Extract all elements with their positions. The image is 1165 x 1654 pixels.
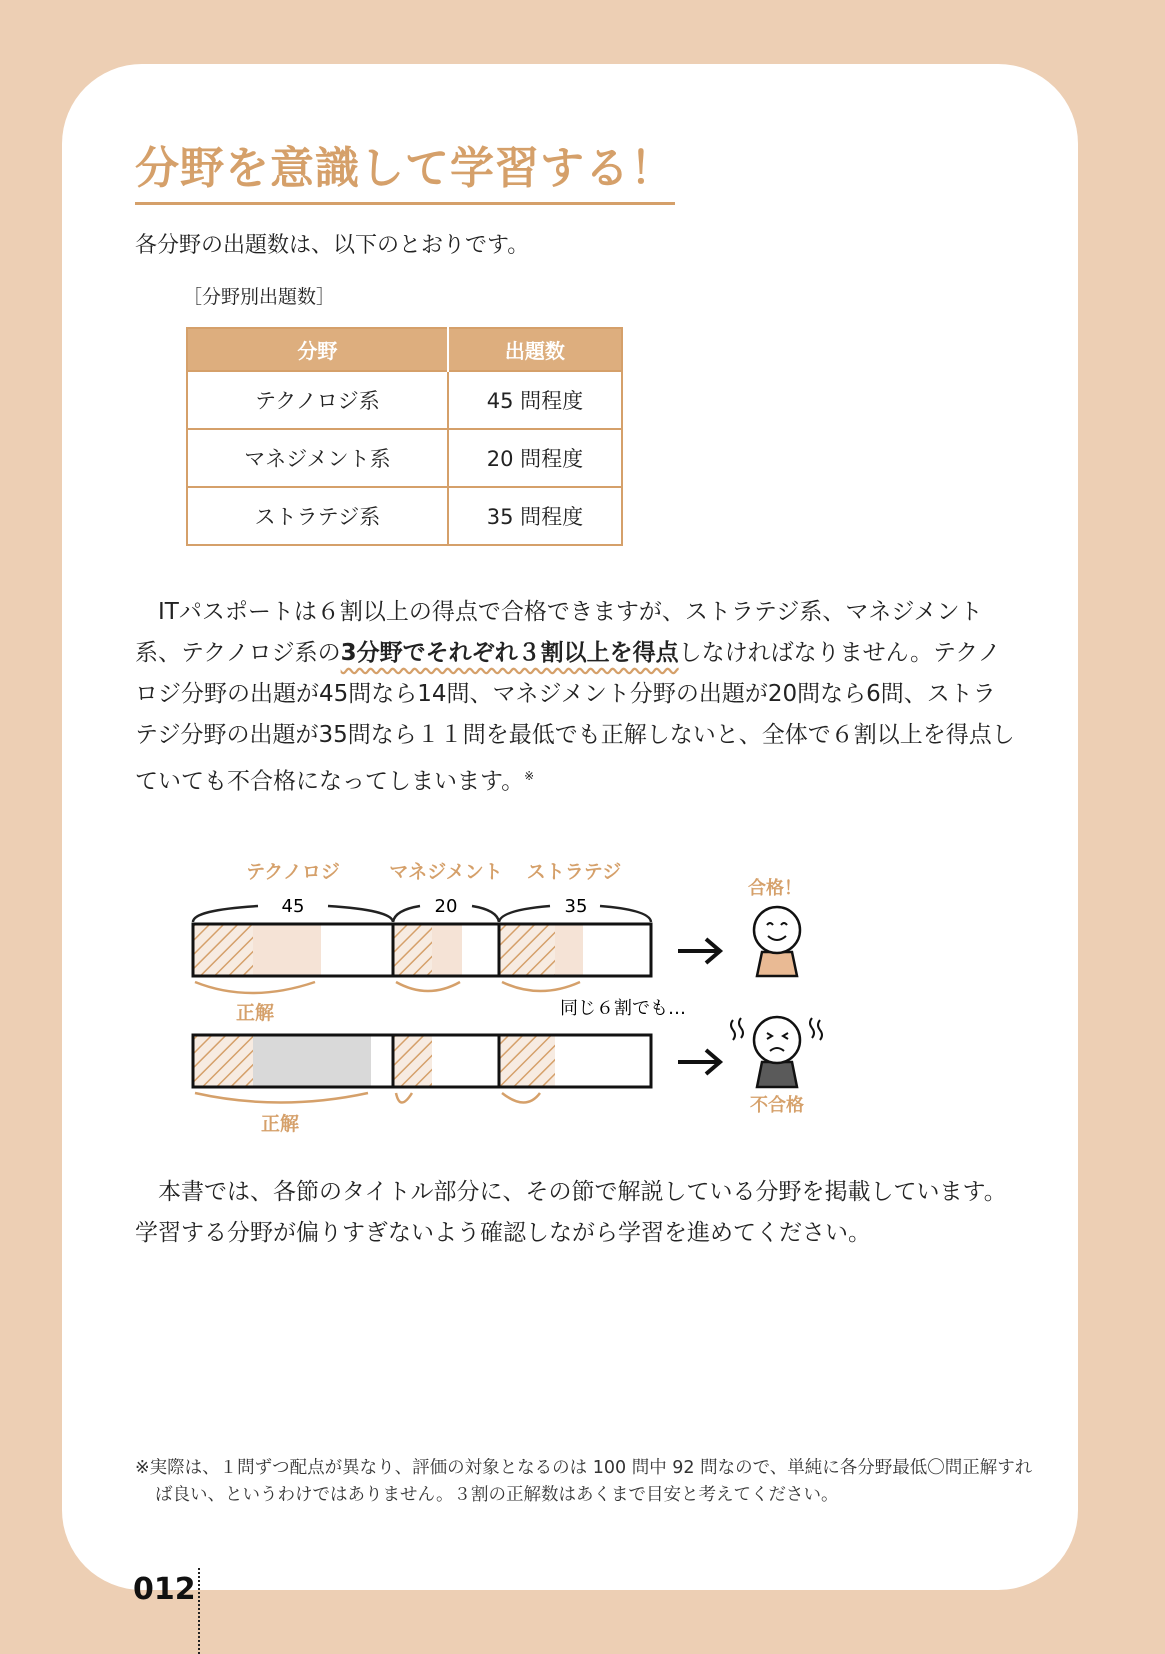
table-caption: ［分野別出題数］	[183, 286, 336, 308]
correct-hatch-technology	[193, 924, 253, 976]
correct-hatch-strategy	[500, 1035, 555, 1087]
count-strategy: 35	[564, 896, 588, 917]
table-row	[187, 429, 622, 487]
correct-hatch-technology	[193, 1035, 253, 1087]
page-number: 012	[133, 1572, 196, 1607]
fail-label: 不合格	[750, 1095, 804, 1116]
emphasized-text: 3分野でそれぞれ３割以上を得点	[340, 640, 679, 666]
page-number-divider	[198, 1568, 200, 1654]
question-distribution-table	[186, 327, 623, 546]
correct-bracket	[502, 982, 580, 991]
paragraph-text: ITパスポートは６割以上の得点で合格できますが、ストラテジ系、マネジメント系、テクノロジ系の	[135, 599, 983, 666]
table-cell-count: 45 問程度	[448, 371, 622, 429]
fail-bar	[193, 1035, 651, 1087]
explanation-paragraph	[135, 592, 1015, 803]
correct-bracket	[502, 1093, 540, 1103]
frustrated-person-icon	[731, 1017, 822, 1087]
correct-hatch-strategy	[500, 924, 555, 976]
pass-bar	[193, 924, 651, 976]
table-cell-field: マネジメント系	[187, 429, 448, 487]
footnote-mark: ※	[524, 769, 535, 783]
table-row	[187, 487, 622, 545]
extra-correct-technology	[253, 1035, 371, 1087]
count-technology: 45	[281, 896, 305, 917]
table-cell-field: ストラテジ系	[187, 487, 448, 545]
table-cell-field: テクノロジ系	[187, 371, 448, 429]
count-management: 20	[434, 896, 458, 917]
stress-lines-icon	[810, 1018, 822, 1040]
table-header-row	[187, 328, 622, 371]
table-cell-count: 35 問程度	[448, 487, 622, 545]
extra-correct-management	[432, 924, 462, 976]
column-header-field: 分野	[187, 328, 448, 371]
column-header-count: 出題数	[448, 328, 622, 371]
paragraph-text: しなければなりません。テクノロジ分野の出題が45問なら14問、マネジメント分野の出題が20問なら6問、ストラテジ分野の出題が35問なら１１問を最低でも正解しないと、全体で６割以上を得点していても不合格になってしまいます。	[135, 640, 1015, 795]
footnote: ※実際は、１問ずつ配点が異なり、評価の対象となるのは 100 問中 92 問なので、単純に各分野最低〇問正解すれば良い、というわけではありません。３割の正解数はあくまで目安と考えてください。	[135, 1458, 1033, 1505]
pass-label: 合格！	[748, 878, 802, 899]
smiling-person-icon	[754, 907, 800, 976]
intro-text: 各分野の出題数は、以下のとおりです。	[135, 233, 530, 258]
category-label-management: マネジメント	[389, 861, 503, 883]
table-row	[187, 371, 622, 429]
extra-correct-strategy	[555, 924, 583, 976]
correct-label: 正解	[260, 1113, 300, 1135]
score-distribution-diagram	[0, 850, 1165, 1150]
stress-lines-icon	[731, 1018, 743, 1040]
correct-bracket	[396, 1093, 412, 1103]
table-cell-count: 20 問程度	[448, 429, 622, 487]
correct-label: 正解	[235, 1002, 275, 1024]
same-ratio-label: 同じ６割でも…	[560, 998, 686, 1019]
correct-bracket	[195, 982, 315, 993]
category-label-strategy: ストラテジ	[526, 861, 622, 883]
correct-bracket	[396, 982, 460, 991]
correct-bracket	[195, 1093, 368, 1103]
page-title: 分野を意識して学習する！	[135, 132, 675, 205]
correct-hatch-management	[394, 1035, 432, 1087]
extra-correct-technology	[253, 924, 321, 976]
category-label-technology: テクノロジ	[246, 861, 340, 883]
closing-paragraph: 本書では、各節のタイトル部分に、その節で解説している分野を掲載しています。学習する分野が偏りすぎないよう確認しながら学習を進めてください。	[135, 1179, 1007, 1246]
correct-hatch-management	[394, 924, 432, 976]
